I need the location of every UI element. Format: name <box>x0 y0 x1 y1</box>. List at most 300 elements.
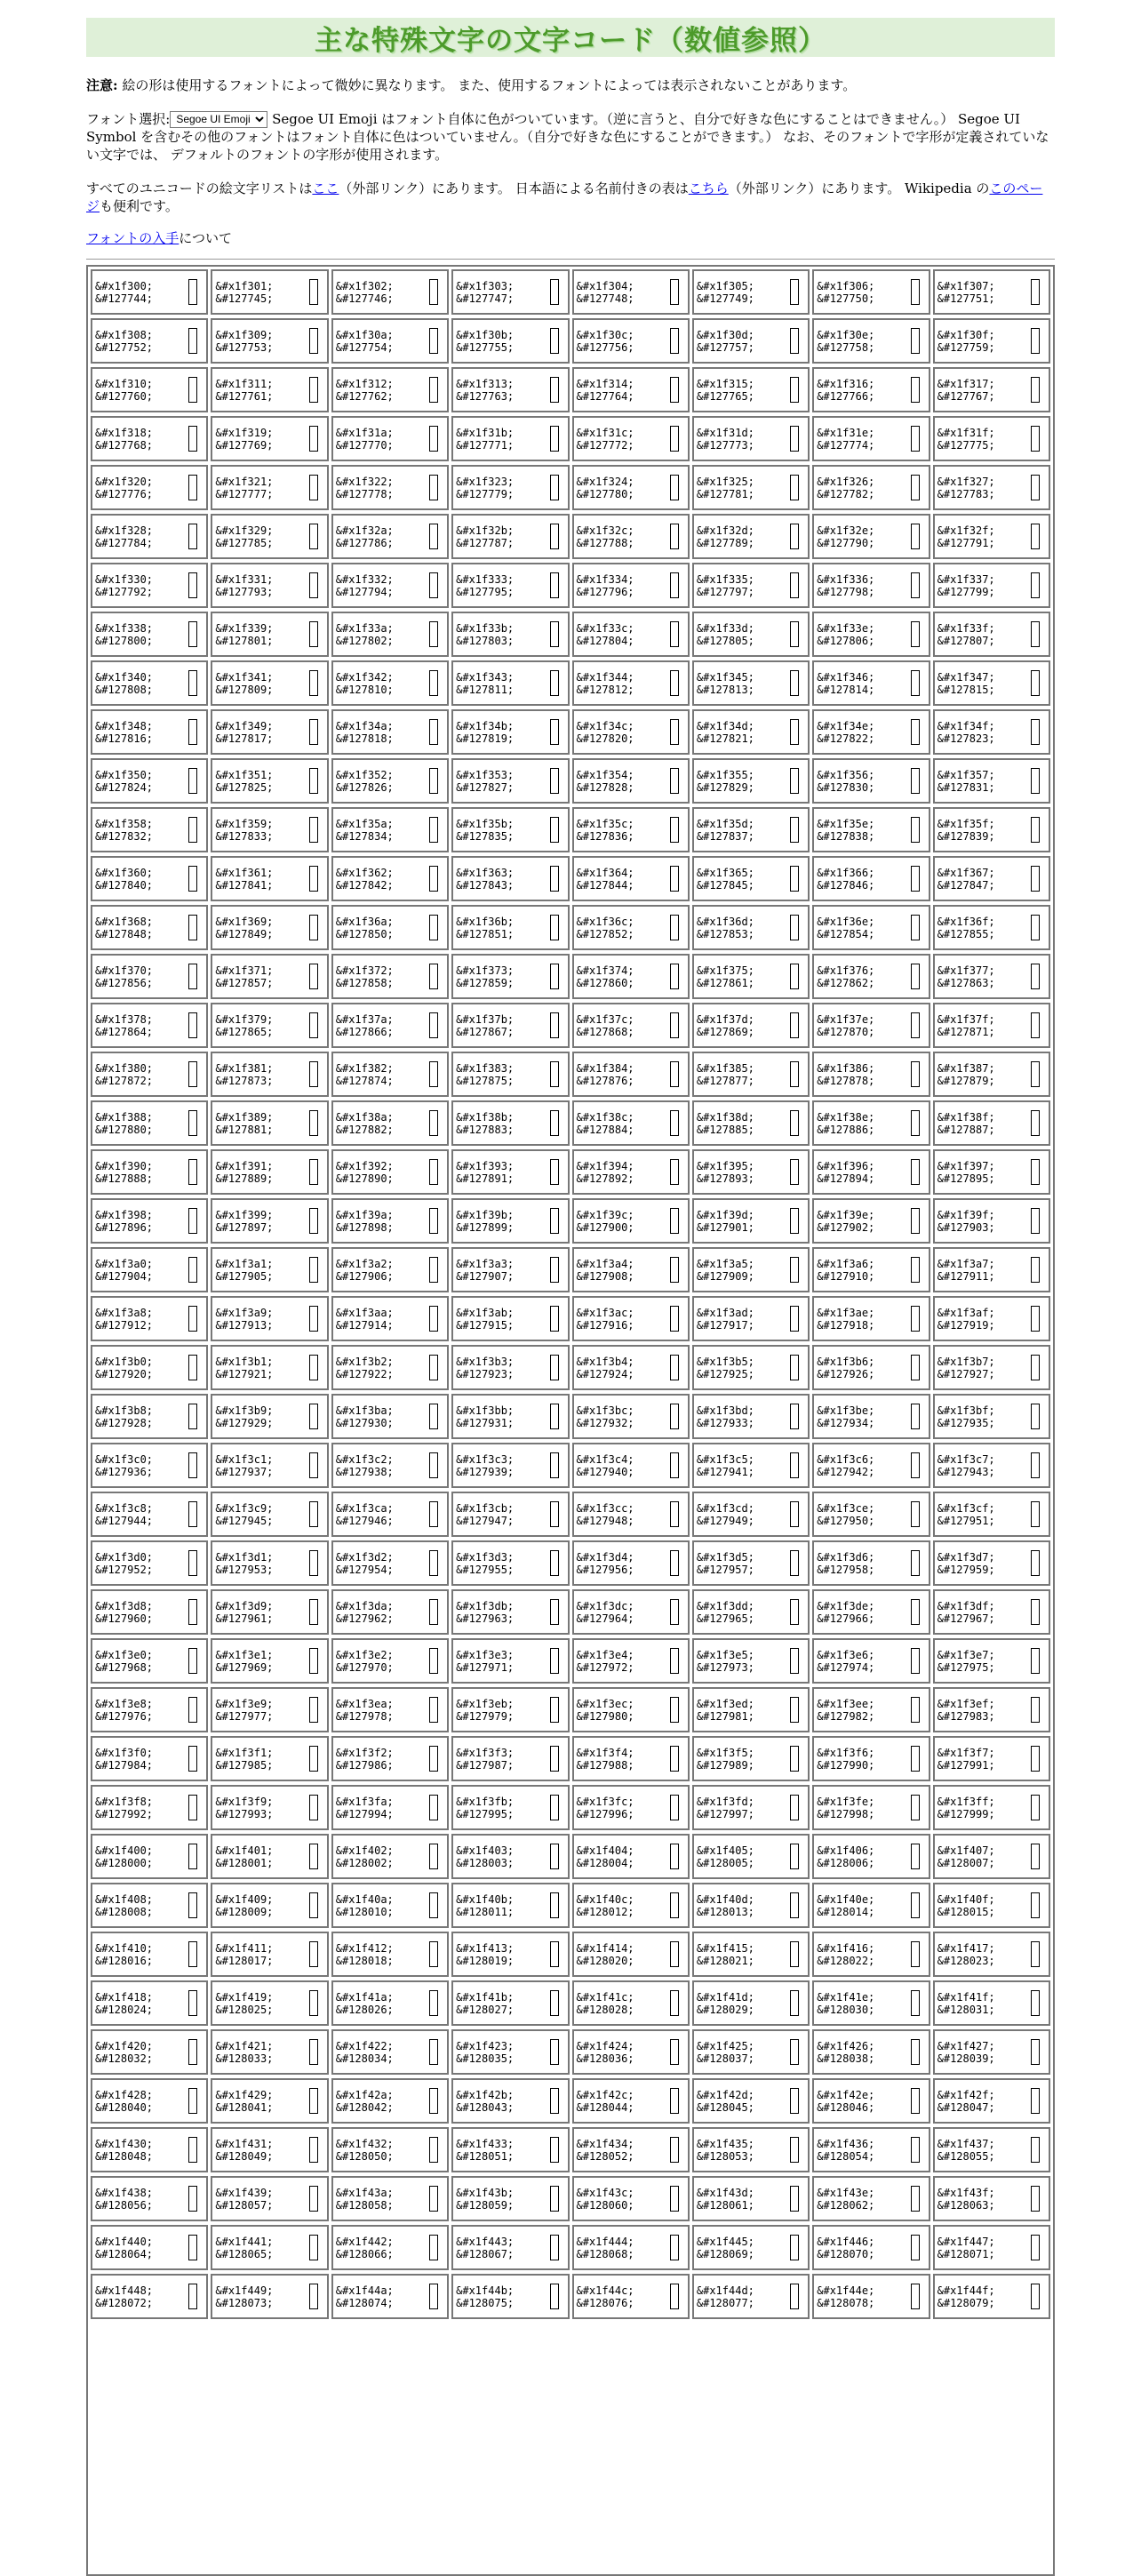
char-cell <box>572 269 690 315</box>
char-cell <box>812 905 930 950</box>
missing-glyph-icon <box>188 2137 197 2163</box>
char-cell <box>812 1149 930 1195</box>
char-cell <box>91 1980 208 2026</box>
missing-glyph-icon <box>429 2235 438 2260</box>
char-cell <box>451 2029 569 2075</box>
char-cell <box>331 2176 449 2221</box>
char-code-text: &#x1f398; &#127896; <box>95 1208 154 1234</box>
char-cell <box>331 1589 449 1635</box>
char-code-text: &#x1f30a; &#127754; <box>335 328 394 354</box>
char-code-text: &#x1f38f; &#127887; <box>937 1110 995 1136</box>
char-cell <box>331 2078 449 2124</box>
char-code-text: &#x1f350; &#127824; <box>95 768 154 794</box>
char-code-text: &#x1f3d8; &#127960; <box>95 1599 154 1625</box>
char-cell <box>933 269 1050 315</box>
char-cell <box>692 660 810 706</box>
missing-glyph-icon <box>429 1306 438 1332</box>
char-cell <box>692 709 810 755</box>
missing-glyph-icon <box>550 2186 559 2212</box>
char-cell <box>91 465 208 510</box>
char-cell <box>331 416 449 461</box>
char-cell <box>933 1883 1050 1928</box>
char-code-text: &#x1f330; &#127792; <box>95 572 154 598</box>
missing-glyph-icon <box>670 1404 679 1429</box>
emoji-list-link[interactable]: ここ <box>312 180 339 196</box>
char-code-text: &#x1f344; &#127812; <box>576 670 634 696</box>
char-cell <box>933 660 1050 706</box>
char-code-text: &#x1f304; &#127748; <box>576 279 634 305</box>
char-cell <box>812 1345 930 1390</box>
char-code-text: &#x1f347; &#127815; <box>937 670 995 696</box>
char-cell <box>91 269 208 315</box>
char-code-text: &#x1f374; &#127860; <box>576 964 634 989</box>
char-cell <box>812 612 930 657</box>
char-cell <box>692 1540 810 1586</box>
missing-glyph-icon <box>790 1648 799 1674</box>
missing-glyph-icon <box>309 915 318 940</box>
char-cell <box>692 318 810 364</box>
note-text: 絵の形は使用するフォントによって微妙に異なります。 また、使用するフォントによっては表示されないことがあります。 <box>117 77 857 93</box>
missing-glyph-icon <box>790 1061 799 1087</box>
char-code-text: &#x1f30e; &#127758; <box>817 328 875 354</box>
char-code-text: &#x1f3a8; &#127912; <box>95 1306 154 1332</box>
char-code-text: &#x1f42e; &#128046; <box>817 2088 875 2114</box>
char-code-text: &#x1f353; &#127827; <box>456 768 515 794</box>
char-cell <box>933 1003 1050 1048</box>
char-code-text: &#x1f377; &#127863; <box>937 964 995 989</box>
char-cell <box>331 1540 449 1586</box>
missing-glyph-icon <box>550 1844 559 1869</box>
char-code-text: &#x1f390; &#127888; <box>95 1159 154 1185</box>
missing-glyph-icon <box>911 2284 920 2309</box>
char-cell <box>933 2274 1050 2319</box>
char-cell <box>211 1883 328 1928</box>
missing-glyph-icon <box>550 2039 559 2065</box>
missing-glyph-icon <box>188 2284 197 2309</box>
missing-glyph-icon <box>790 1452 799 1478</box>
missing-glyph-icon <box>550 1892 559 1918</box>
missing-glyph-icon <box>911 475 920 500</box>
char-cell <box>933 1443 1050 1488</box>
missing-glyph-icon <box>670 1159 679 1185</box>
char-cell <box>91 1345 208 1390</box>
char-code-text: &#x1f3d1; &#127953; <box>215 1550 274 1576</box>
char-cell <box>211 1932 328 1977</box>
missing-glyph-icon <box>188 1306 197 1332</box>
missing-glyph-icon <box>1031 426 1040 452</box>
missing-glyph-icon <box>429 1892 438 1918</box>
char-code-text: &#x1f370; &#127856; <box>95 964 154 989</box>
char-cell <box>933 563 1050 608</box>
char-code-text: &#x1f3eb; &#127979; <box>456 1697 515 1723</box>
char-cell <box>933 612 1050 657</box>
missing-glyph-icon <box>429 1355 438 1380</box>
missing-glyph-icon <box>911 1159 920 1185</box>
char-cell <box>692 1589 810 1635</box>
char-cell <box>211 2176 328 2221</box>
missing-glyph-icon <box>670 2137 679 2163</box>
char-code-text: &#x1f3c8; &#127944; <box>95 1501 154 1527</box>
missing-glyph-icon <box>911 1990 920 2016</box>
named-table-link[interactable]: こちら <box>688 180 729 196</box>
char-cell <box>692 1149 810 1195</box>
missing-glyph-icon <box>790 1892 799 1918</box>
char-cell <box>331 1443 449 1488</box>
missing-glyph-icon <box>790 1599 799 1625</box>
char-cell <box>91 2029 208 2075</box>
char-code-text: &#x1f391; &#127889; <box>215 1159 274 1185</box>
char-code-text: &#x1f420; &#128032; <box>95 2039 154 2065</box>
char-cell <box>572 758 690 804</box>
char-cell <box>331 905 449 950</box>
char-code-text: &#x1f408; &#128008; <box>95 1892 154 1918</box>
missing-glyph-icon <box>429 1061 438 1087</box>
missing-glyph-icon <box>1031 719 1040 745</box>
char-cell <box>91 1687 208 1732</box>
char-code-text: &#x1f326; &#127782; <box>817 475 875 500</box>
char-cell <box>451 1834 569 1879</box>
char-cell <box>211 807 328 852</box>
emoji-list-text: （外部リンク）にあります。 日本語による名前付きの表は <box>339 180 689 196</box>
missing-glyph-icon <box>550 2088 559 2114</box>
char-code-text: &#x1f38c; &#127884; <box>576 1110 634 1136</box>
char-cell <box>692 465 810 510</box>
char-code-text: &#x1f325; &#127781; <box>696 475 754 500</box>
missing-glyph-icon <box>550 719 559 745</box>
char-cell <box>91 1443 208 1488</box>
char-code-text: &#x1f387; &#127879; <box>937 1061 995 1087</box>
char-code-text: &#x1f359; &#127833; <box>215 817 274 843</box>
char-code-text: &#x1f43c; &#128060; <box>576 2186 634 2212</box>
missing-glyph-icon <box>309 279 318 305</box>
char-cell <box>812 1003 930 1048</box>
char-code-text: &#x1f3ce; &#127950; <box>817 1501 875 1527</box>
missing-glyph-icon <box>1031 1159 1040 1185</box>
char-cell <box>211 612 328 657</box>
char-code-text: &#x1f33f; &#127807; <box>937 621 995 647</box>
missing-glyph-icon <box>911 1012 920 1038</box>
char-cell <box>91 1785 208 1830</box>
char-code-text: &#x1f425; &#128037; <box>696 2039 754 2065</box>
char-cell <box>812 2029 930 2075</box>
char-cell <box>572 1980 690 2026</box>
font-get-link[interactable]: フォントの入手 <box>86 230 180 246</box>
char-code-text: &#x1f361; &#127841; <box>215 866 274 892</box>
char-code-text: &#x1f3b6; &#127926; <box>817 1355 875 1380</box>
missing-glyph-icon <box>429 524 438 549</box>
char-cell <box>692 856 810 901</box>
char-cell <box>451 367 569 412</box>
missing-glyph-icon <box>188 719 197 745</box>
missing-glyph-icon <box>790 572 799 598</box>
char-code-text: &#x1f32b; &#127787; <box>456 524 515 549</box>
missing-glyph-icon <box>1031 670 1040 696</box>
char-code-text: &#x1f3af; &#127919; <box>937 1306 995 1332</box>
char-code-text: &#x1f36c; &#127852; <box>576 915 634 940</box>
font-select-dropdown[interactable] <box>170 111 267 128</box>
char-cell <box>211 2225 328 2270</box>
char-cell <box>211 954 328 999</box>
missing-glyph-icon <box>911 1061 920 1087</box>
char-cell <box>692 1443 810 1488</box>
missing-glyph-icon <box>309 2284 318 2309</box>
char-cell <box>812 514 930 559</box>
missing-glyph-icon <box>429 2039 438 2065</box>
char-cell <box>692 1980 810 2026</box>
char-cell <box>91 1834 208 1879</box>
char-code-text: &#x1f338; &#127800; <box>95 621 154 647</box>
char-code-text: &#x1f371; &#127857; <box>215 964 274 989</box>
char-cell <box>572 465 690 510</box>
missing-glyph-icon <box>550 915 559 940</box>
char-code-text: &#x1f3e1; &#127969; <box>215 1648 274 1674</box>
char-code-text: &#x1f43f; &#128063; <box>937 2186 995 2212</box>
char-cell <box>933 1589 1050 1635</box>
missing-glyph-icon <box>188 377 197 403</box>
char-cell <box>933 1296 1050 1341</box>
char-code-text: &#x1f334; &#127796; <box>576 572 634 598</box>
char-code-text: &#x1f31e; &#127774; <box>817 426 875 452</box>
char-cell <box>692 2176 810 2221</box>
char-cell <box>211 514 328 559</box>
missing-glyph-icon <box>429 1746 438 1772</box>
char-cell <box>211 1296 328 1341</box>
char-code-text: &#x1f442; &#128066; <box>335 2235 394 2260</box>
char-cell <box>331 2225 449 2270</box>
char-code-text: &#x1f3d5; &#127957; <box>696 1550 754 1576</box>
missing-glyph-icon <box>1031 621 1040 647</box>
missing-glyph-icon <box>670 1012 679 1038</box>
font-select-label: フォント選択: <box>86 111 171 127</box>
char-cell <box>572 709 690 755</box>
char-code-text: &#x1f3e0; &#127968; <box>95 1648 154 1674</box>
char-code-text: &#x1f303; &#127747; <box>456 279 515 305</box>
char-cell <box>451 1394 569 1439</box>
char-code-text: &#x1f323; &#127779; <box>456 475 515 500</box>
missing-glyph-icon <box>188 1941 197 1967</box>
char-cell <box>692 1296 810 1341</box>
missing-glyph-icon <box>188 1550 197 1576</box>
missing-glyph-icon <box>188 328 197 354</box>
char-code-text: &#x1f411; &#128017; <box>215 1941 274 1967</box>
char-code-text: &#x1f3cf; &#127951; <box>937 1501 995 1527</box>
char-cell <box>331 1638 449 1684</box>
char-cell <box>91 1540 208 1586</box>
char-code-text: &#x1f3f9; &#127993; <box>215 1795 274 1820</box>
char-code-text: &#x1f3d9; &#127961; <box>215 1599 274 1625</box>
char-cell <box>331 1736 449 1781</box>
char-code-text: &#x1f35c; &#127836; <box>576 817 634 843</box>
missing-glyph-icon <box>429 328 438 354</box>
char-code-text: &#x1f31c; &#127772; <box>576 426 634 452</box>
char-code-text: &#x1f400; &#128000; <box>95 1844 154 1869</box>
char-cell <box>572 367 690 412</box>
char-code-text: &#x1f40e; &#128014; <box>817 1892 875 1918</box>
char-code-text: &#x1f43e; &#128062; <box>817 2186 875 2212</box>
char-code-text: &#x1f339; &#127801; <box>215 621 274 647</box>
missing-glyph-icon <box>550 1599 559 1625</box>
char-code-text: &#x1f35b; &#127835; <box>456 817 515 843</box>
char-cell <box>933 2225 1050 2270</box>
char-cell <box>692 2029 810 2075</box>
char-code-text: &#x1f3e7; &#127975; <box>937 1648 995 1674</box>
char-cell <box>572 1492 690 1537</box>
missing-glyph-icon <box>790 817 799 843</box>
char-cell <box>91 1638 208 1684</box>
char-cell <box>451 1932 569 1977</box>
missing-glyph-icon <box>911 1892 920 1918</box>
missing-glyph-icon <box>790 1355 799 1380</box>
missing-glyph-icon <box>911 621 920 647</box>
char-code-text: &#x1f33b; &#127803; <box>456 621 515 647</box>
missing-glyph-icon <box>1031 1257 1040 1283</box>
char-code-text: &#x1f41e; &#128030; <box>817 1990 875 2016</box>
missing-glyph-icon <box>670 1844 679 1869</box>
char-code-text: &#x1f427; &#128039; <box>937 2039 995 2065</box>
missing-glyph-icon <box>790 524 799 549</box>
char-code-text: &#x1f3c3; &#127939; <box>456 1452 515 1478</box>
missing-glyph-icon <box>550 1012 559 1038</box>
missing-glyph-icon <box>911 1599 920 1625</box>
missing-glyph-icon <box>670 1110 679 1136</box>
char-cell <box>933 1638 1050 1684</box>
char-code-text: &#x1f300; &#127744; <box>95 279 154 305</box>
missing-glyph-icon <box>550 1208 559 1234</box>
missing-glyph-icon <box>1031 475 1040 500</box>
char-cell <box>572 612 690 657</box>
char-cell <box>812 856 930 901</box>
char-code-text: &#x1f39d; &#127901; <box>696 1208 754 1234</box>
char-cell <box>933 1980 1050 2026</box>
char-code-text: &#x1f333; &#127795; <box>456 572 515 598</box>
char-code-text: &#x1f322; &#127778; <box>335 475 394 500</box>
char-cell <box>91 1149 208 1195</box>
char-cell <box>451 1492 569 1537</box>
missing-glyph-icon <box>911 817 920 843</box>
missing-glyph-icon <box>1031 1550 1040 1576</box>
char-cell <box>211 905 328 950</box>
missing-glyph-icon <box>911 1355 920 1380</box>
missing-glyph-icon <box>670 2088 679 2114</box>
char-cell <box>451 1980 569 2026</box>
char-cell <box>692 1052 810 1097</box>
char-code-text: &#x1f34f; &#127823; <box>937 719 995 745</box>
char-code-text: &#x1f3f8; &#127992; <box>95 1795 154 1820</box>
char-code-text: &#x1f3ca; &#127946; <box>335 1501 394 1527</box>
char-cell <box>933 1052 1050 1097</box>
missing-glyph-icon <box>309 328 318 354</box>
missing-glyph-icon <box>911 1648 920 1674</box>
missing-glyph-icon <box>309 621 318 647</box>
char-code-text: &#x1f3a6; &#127910; <box>817 1257 875 1283</box>
char-cell <box>91 563 208 608</box>
char-cell <box>933 465 1050 510</box>
char-cell <box>91 807 208 852</box>
char-cell <box>812 2274 930 2319</box>
char-cell <box>572 1394 690 1439</box>
missing-glyph-icon <box>429 426 438 452</box>
missing-glyph-icon <box>188 1159 197 1185</box>
char-cell <box>451 1540 569 1586</box>
char-cell <box>572 1100 690 1146</box>
missing-glyph-icon <box>790 621 799 647</box>
char-cell <box>211 1540 328 1586</box>
char-cell <box>451 269 569 315</box>
char-cell <box>692 1492 810 1537</box>
missing-glyph-icon <box>670 279 679 305</box>
page <box>86 0 1055 2576</box>
char-cell <box>451 2274 569 2319</box>
char-cell <box>572 514 690 559</box>
char-cell <box>812 563 930 608</box>
missing-glyph-icon <box>911 670 920 696</box>
char-cell <box>451 1198 569 1244</box>
missing-glyph-icon <box>790 1795 799 1820</box>
missing-glyph-icon <box>429 1159 438 1185</box>
char-cell <box>812 709 930 755</box>
char-code-text: &#x1f3fd; &#127997; <box>696 1795 754 1820</box>
char-code-text: &#x1f373; &#127859; <box>456 964 515 989</box>
missing-glyph-icon <box>670 1892 679 1918</box>
char-cell <box>572 2225 690 2270</box>
missing-glyph-icon <box>188 2186 197 2212</box>
char-code-text: &#x1f3ad; &#127917; <box>696 1306 754 1332</box>
char-cell <box>211 563 328 608</box>
char-code-text: &#x1f445; &#128069; <box>696 2235 754 2260</box>
char-code-text: &#x1f301; &#127745; <box>215 279 274 305</box>
char-code-text: &#x1f32a; &#127786; <box>335 524 394 549</box>
missing-glyph-icon <box>790 1844 799 1869</box>
missing-glyph-icon <box>188 1892 197 1918</box>
wikipedia-link[interactable]: このページ <box>86 180 1043 214</box>
char-code-text: &#x1f3ee; &#127982; <box>817 1697 875 1723</box>
missing-glyph-icon <box>670 1208 679 1234</box>
char-cell <box>692 1834 810 1879</box>
missing-glyph-icon <box>670 719 679 745</box>
char-code-text: &#x1f3b5; &#127925; <box>696 1355 754 1380</box>
missing-glyph-icon <box>309 2088 318 2114</box>
char-code-text: &#x1f39b; &#127899; <box>456 1208 515 1234</box>
missing-glyph-icon <box>309 1306 318 1332</box>
missing-glyph-icon <box>670 426 679 452</box>
missing-glyph-icon <box>911 1208 920 1234</box>
char-code-text: &#x1f3bf; &#127935; <box>937 1404 995 1429</box>
char-code-text: &#x1f3b1; &#127921; <box>215 1355 274 1380</box>
missing-glyph-icon <box>670 1257 679 1283</box>
char-cell <box>331 612 449 657</box>
char-cell <box>572 563 690 608</box>
missing-glyph-icon <box>1031 817 1040 843</box>
char-code-text: &#x1f39c; &#127900; <box>576 1208 634 1234</box>
missing-glyph-icon <box>1031 524 1040 549</box>
missing-glyph-icon <box>670 1452 679 1478</box>
char-cell <box>572 1785 690 1830</box>
char-code-text: &#x1f414; &#128020; <box>576 1941 634 1967</box>
char-code-text: &#x1f35d; &#127837; <box>696 817 754 843</box>
char-code-text: &#x1f34d; &#127821; <box>696 719 754 745</box>
char-cell <box>572 1198 690 1244</box>
char-cell <box>692 1638 810 1684</box>
char-code-text: &#x1f372; &#127858; <box>335 964 394 989</box>
char-code-text: &#x1f43b; &#128059; <box>456 2186 515 2212</box>
missing-glyph-icon <box>309 1990 318 2016</box>
missing-glyph-icon <box>790 1159 799 1185</box>
char-code-text: &#x1f32f; &#127791; <box>937 524 995 549</box>
char-code-text: &#x1f378; &#127864; <box>95 1012 154 1038</box>
missing-glyph-icon <box>911 1257 920 1283</box>
char-code-text: &#x1f31f; &#127775; <box>937 426 995 452</box>
char-cell <box>572 1883 690 1928</box>
